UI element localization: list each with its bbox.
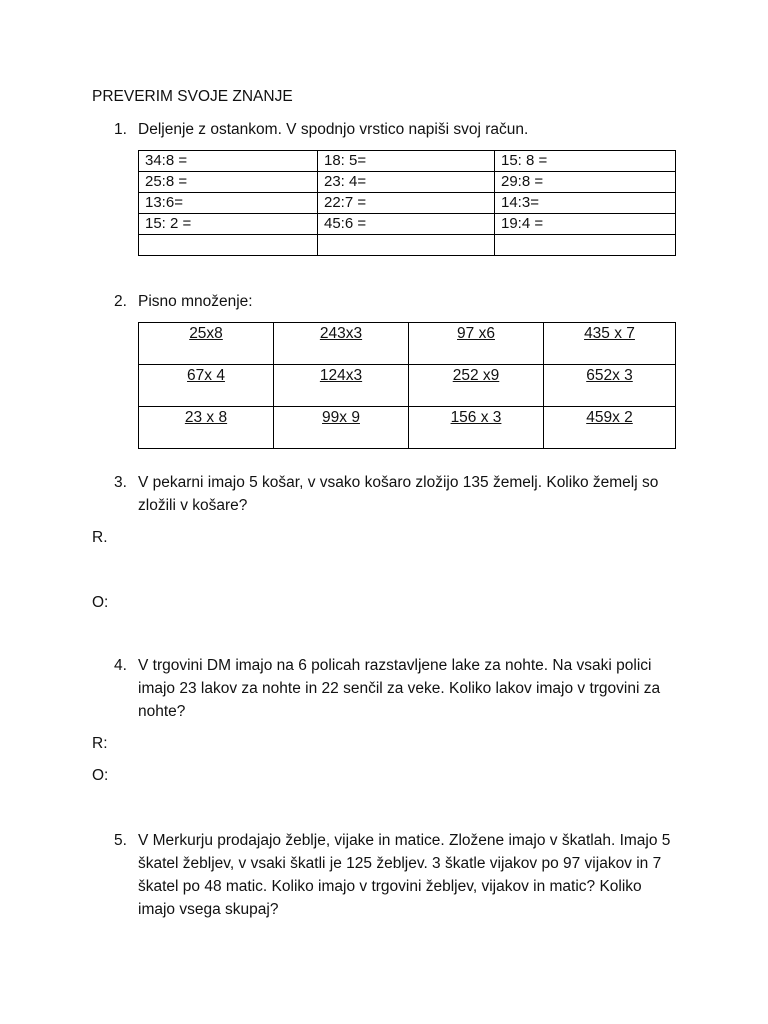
table-cell: 34:8 = (139, 151, 318, 172)
table-cell: 45:6 = (318, 214, 495, 235)
question-text: V pekarni imajo 5 košar, v vsako košaro zložijo 135 žemelj. Koliko žemelj so zložili v košare? (138, 474, 659, 514)
cell-text: 156 x 3 (450, 409, 502, 426)
question-text: V trgovini DM imajo na 6 policah razstavljene lake za nohte. Na vsaki polici imajo 23 lakov za nohte in 22 senčil za veke. Koliko lakov imajo v trgovini za nohte? (138, 657, 661, 720)
table-cell[interactable] (274, 365, 409, 407)
answer-label-o: O: (92, 594, 109, 611)
cell-text: 243x3 (319, 325, 363, 342)
question-number: 4. (114, 657, 127, 674)
table-cell[interactable] (139, 323, 274, 365)
answer-cell[interactable] (318, 235, 495, 256)
page-title: PREVERIM SVOJE ZNANJE (92, 88, 293, 105)
question-number: 3. (114, 474, 127, 491)
table-cell[interactable] (274, 407, 409, 449)
answer-row[interactable] (139, 235, 676, 256)
table-cell: 13:6= (139, 193, 318, 214)
cell-text: 252 x9 (452, 367, 500, 384)
multiplication-table (138, 322, 676, 449)
table-cell: 14:3= (495, 193, 676, 214)
table-cell: 23: 4= (318, 172, 495, 193)
table-cell[interactable] (544, 407, 676, 449)
cell-text: 97 x6 (457, 325, 495, 342)
answer-cell[interactable] (139, 235, 318, 256)
cell-text: 124x3 (319, 367, 363, 384)
cell-text: 652x 3 (586, 367, 633, 384)
table-cell: 19:4 = (495, 214, 676, 235)
question-4 (114, 654, 674, 723)
question-5 (114, 829, 674, 921)
table-cell[interactable] (544, 323, 676, 365)
table-cell: 29:8 = (495, 172, 676, 193)
table-cell: 18: 5= (318, 151, 495, 172)
question-text: V Merkurju prodajajo žeblje, vijake in matice. Zložene imajo v škatlah. Imajo 5 škatel žebljev, v vsaki škatli je 125 žebljev. 3 škatle vijakov po 97 vijakov in 7 škatel po 48 matic. Koliko imajo v trgovini žebljev, vijakov in matic? Koliko imajo vsega skupaj? (138, 832, 671, 918)
table-cell: 15: 8 = (495, 151, 676, 172)
cell-text: 67x 4 (187, 367, 225, 384)
table-cell: 15: 2 = (139, 214, 318, 235)
answer-label-o: O: (92, 767, 109, 784)
cell-text: 25x8 (189, 325, 223, 342)
table-row (139, 365, 676, 407)
table-cell[interactable] (409, 365, 544, 407)
answer-label-r: R: (92, 735, 108, 752)
table-cell[interactable] (409, 323, 544, 365)
question-number: 1. (114, 121, 127, 138)
table-row (139, 193, 676, 214)
answer-label-r: R. (92, 529, 108, 546)
question-text: Pisno množenje: (138, 293, 253, 310)
table-row (139, 172, 676, 193)
table-cell: 22:7 = (318, 193, 495, 214)
table-cell[interactable] (544, 365, 676, 407)
table-cell[interactable] (139, 407, 274, 449)
question-number: 5. (114, 832, 127, 849)
question-text: Deljenje z ostankom. V spodnjo vrstico napiši svoj račun. (138, 121, 529, 138)
division-table (138, 150, 676, 256)
table-row (139, 214, 676, 235)
table-cell[interactable] (274, 323, 409, 365)
answer-cell[interactable] (495, 235, 676, 256)
table-row (139, 407, 676, 449)
table-row (139, 323, 676, 365)
table-cell[interactable] (409, 407, 544, 449)
question-3 (114, 471, 674, 517)
cell-text: 99x 9 (322, 409, 360, 426)
table-cell[interactable] (139, 365, 274, 407)
cell-text: 435 x 7 (584, 325, 635, 342)
table-cell: 25:8 = (139, 172, 318, 193)
cell-text: 459x 2 (586, 409, 633, 426)
table-row (139, 151, 676, 172)
question-number: 2. (114, 293, 127, 310)
cell-text: 23 x 8 (184, 409, 228, 426)
